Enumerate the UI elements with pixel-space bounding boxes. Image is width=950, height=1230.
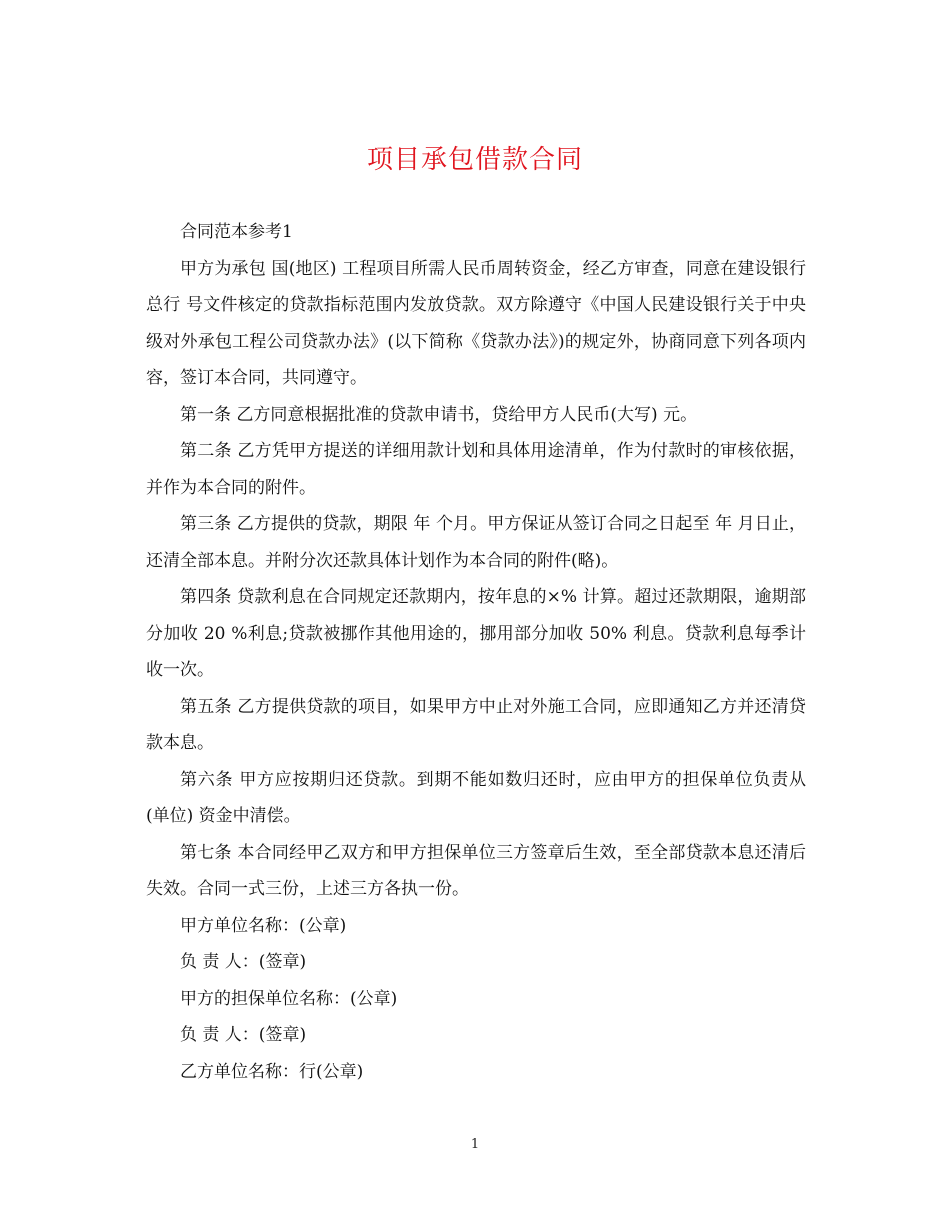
paragraph-article-4: 第四条 贷款利息在合同规定还款期内，按年息的×% 计算。超过还款期限，逾期部分加收 20 %利息;贷款被挪作其他用途的，挪用部分加收 50% 利息。贷款利息每季计收一次。 bbox=[146, 587, 806, 680]
paragraph-article-5: 第五条 乙方提供贷款的项目，如果甲方中止对外施工合同，应即通知乙方并还清贷款本息。 bbox=[146, 696, 806, 753]
document-body bbox=[146, 214, 806, 1090]
signature-guarantor-name: 甲方的担保单位名称：(公章) bbox=[180, 988, 398, 1009]
signature-guarantor-responsible: 负 责 人：(签章) bbox=[180, 1025, 307, 1045]
signature-party-b-name: 乙方单位名称：行(公章) bbox=[180, 1061, 364, 1082]
paragraph-article-3: 第三条 乙方提供的贷款，期限 年 个月。甲方保证从签订合同之日起至 年 月日止，还清全部本息。并附分次还款具体计划作为本合同的附件(略)。 bbox=[146, 514, 806, 571]
paragraph-template-reference: 合同范本参考1 bbox=[180, 222, 293, 242]
page-number: 1 bbox=[470, 1137, 480, 1152]
signature-party-a-name: 甲方单位名称：(公章) bbox=[180, 915, 347, 936]
paragraph-article-6: 第六条 甲方应按期归还贷款。到期不能如数归还时，应由甲方的担保单位负责从 (单位) 资金中清偿。 bbox=[146, 769, 806, 826]
paragraph-article-1: 第一条 乙方同意根据批准的贷款申请书，贷给甲方人民币(大写) 元。 bbox=[180, 404, 698, 425]
paragraph-article-2: 第二条 乙方凭甲方提送的详细用款计划和具体用途清单，作为付款时的审核依据，并作为本合同的附件。 bbox=[146, 441, 806, 498]
paragraph-article-7: 第七条 本合同经甲乙双方和甲方担保单位三方签章后生效，至全部贷款本息还清后失效。合同一式三份，上述三方各执一份。 bbox=[146, 842, 806, 899]
document-title: 项目承包借款合同 bbox=[366, 145, 583, 175]
paragraph-preamble: 甲方为承包 国(地区) 工程项目所需人民币周转资金，经乙方审查，同意在建设银行总行 号文件核定的贷款指标范围内发放贷款。双方除遵守《中国人民建设银行关于中央级对外承包工程公司贷款办法》(以下简称《贷款办法》)的规定外，协商同意下列各项内容，签订本合同，共同遵守。 bbox=[146, 258, 806, 388]
signature-party-a-responsible: 负 责 人：(签章) bbox=[180, 952, 307, 972]
